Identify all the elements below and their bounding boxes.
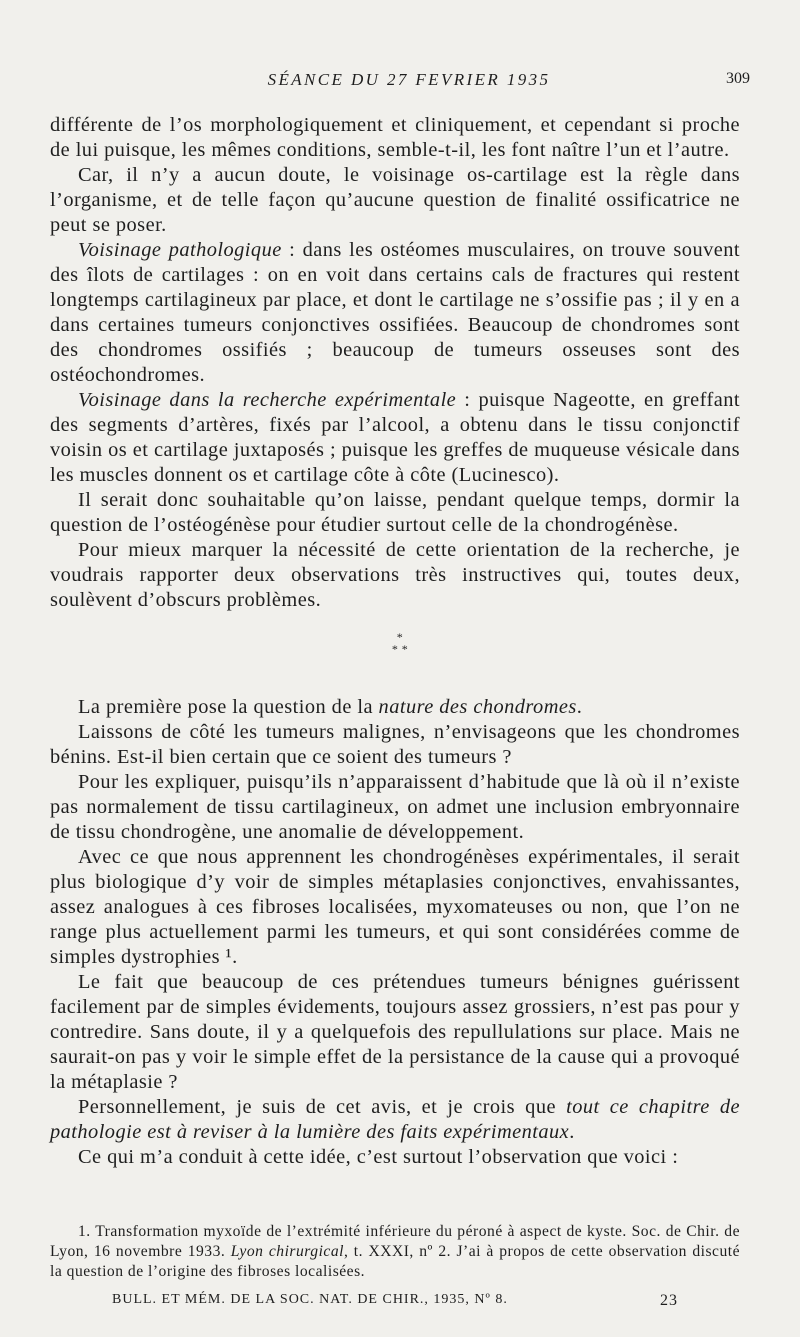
footnote (50, 1222, 740, 1282)
paragraph (50, 488, 740, 538)
text-run: Laissons de côté les tumeurs malignes, n’envisageons que les chondromes bénins. Est-il bien certain que ce soient des tumeurs ? (50, 721, 740, 768)
paragraph (50, 538, 740, 613)
paragraph (50, 970, 740, 1095)
text-run: : dans les ostéomes musculaires, on trouve souvent des îlots de cartilages : on en voit dans certains cals de fractures qui restent longtemps cartilagineux par place, et dont le cartilage ne s’ossifie pas ; il y en a dans certaines tumeurs conjonctives ossifiées. Beaucoup de chondromes sont des chondromes ossifiés ; beaucoup de tumeurs osseuses sont des ostéochondromes. (50, 239, 740, 386)
footnote-text (50, 1222, 740, 1282)
paragraph (50, 238, 740, 388)
text-run: Personnellement, je suis de cet avis, et je crois que (78, 1096, 567, 1118)
paragraph (50, 770, 740, 845)
text-run: . (569, 1121, 575, 1143)
paragraph (50, 695, 740, 720)
italic-phrase: Voisinage pathologique (78, 239, 282, 261)
text-run: différente de l’os morphologiquement et cliniquement, et cependant si proche de lui puisque, les mêmes conditions, semble-t-il, les font naître l’un et l’autre. (50, 114, 740, 161)
paragraph (50, 163, 740, 238)
header-title: SÉANCE DU 27 FEVRIER 1935 (267, 70, 551, 89)
journal-citation: BULL. ET MÉM. DE LA SOC. NAT. DE CHIR., 1935, Nº 8. (112, 1292, 508, 1307)
paragraph (50, 1095, 740, 1145)
text-run: Il serait donc souhaitable qu’on laisse, pendant quelque temps, dormir la question de l’ostéogénèse pour étudier surtout celle de la chondrogénèse. (50, 489, 740, 536)
text-run: , t. XXXI, nº 2. J’ai à propos de cette observation discuté la question de l’origine des fibroses localisées. (50, 1243, 740, 1280)
separator-stars-bottom: * * (391, 642, 409, 656)
paragraph (50, 845, 740, 970)
paragraph (50, 388, 740, 488)
body-section-1 (50, 113, 740, 613)
paragraph (50, 1145, 740, 1170)
running-header (50, 70, 750, 98)
text-run: Pour les expliquer, puisqu’ils n’apparaissent d’habitude que là où il n’existe pas normalement de tissu cartilagineux, on admet une inclusion embryonnaire de tissu chondrogène, une anomalie de développement. (50, 771, 740, 843)
text-run: Ce qui m’a conduit à cette idée, c’est surtout l’observation que voici : (78, 1146, 679, 1168)
body-section-2 (50, 695, 740, 1170)
italic-phrase: tout ce chapitre de pathologie est à reviser à la lumière des faits expérimentaux (50, 1096, 740, 1143)
text-run: Pour mieux marquer la nécessité de cette orientation de la recherche, je voudrais rapporter deux observations très instructives qui, toutes deux, soulèvent d’obscurs problèmes. (50, 539, 740, 611)
text-run: Avec ce que nous apprennent les chondrogénèses expérimentales, il serait plus biologique d’y voir de simples métaplasies conjonctives, envahissantes, assez analogues à ces fibroses localisées, myxomateuses ou non, que l’on ne range plus actuellement parmi les tumeurs, et qui sont considérées comme de simples dystrophies ¹. (50, 846, 740, 968)
italic-phrase: Lyon chirurgical (230, 1243, 344, 1260)
text-run: : puisque Nageotte, en greffant des segments d’artères, fixés par l’alcool, a obtenu dans le tissu conjonctif voisin os et cartilage juxtaposés ; puisque les greffes de muqueuse vésicale dans les muscles donnent os et cartilage côte à côte (Lucinesco). (50, 389, 740, 486)
text-run: La première pose la question de la (78, 696, 379, 718)
italic-phrase: nature des chondromes (378, 696, 577, 718)
page-number: 309 (726, 70, 750, 87)
italic-phrase: Voisinage dans la recherche expérimentale (78, 389, 457, 411)
body-text (50, 113, 740, 1170)
signature-mark: 23 (660, 1292, 678, 1309)
paragraph (50, 113, 740, 163)
separator-star-top: * (396, 630, 404, 644)
text-run: . (576, 696, 583, 718)
text-run: Le fait que beaucoup de ces prétendues tumeurs bénignes guérissent facilement par de simples évidements, toujours assez grossiers, n’est pas pour y contredire. Sans doute, il y a quelquefois des repullulations sur place. Mais ne saurait-on pas y voir le simple effet de la persistance de la cause qui a provoqué la métaplasie ? (50, 971, 740, 1093)
section-separator (50, 631, 740, 655)
text-run: 1. Transformation myxoïde de l’extrémité inférieure du péroné à aspect de kyste. Soc. de Chir. de Lyon, 16 novembre 1933. (50, 1223, 740, 1260)
text-run: Car, il n’y a aucun doute, le voisinage os-cartilage est la règle dans l’organisme, et de telle façon qu’aucune question de finalité ossificatrice ne peut se poser. (50, 164, 740, 236)
paragraph (50, 720, 740, 770)
